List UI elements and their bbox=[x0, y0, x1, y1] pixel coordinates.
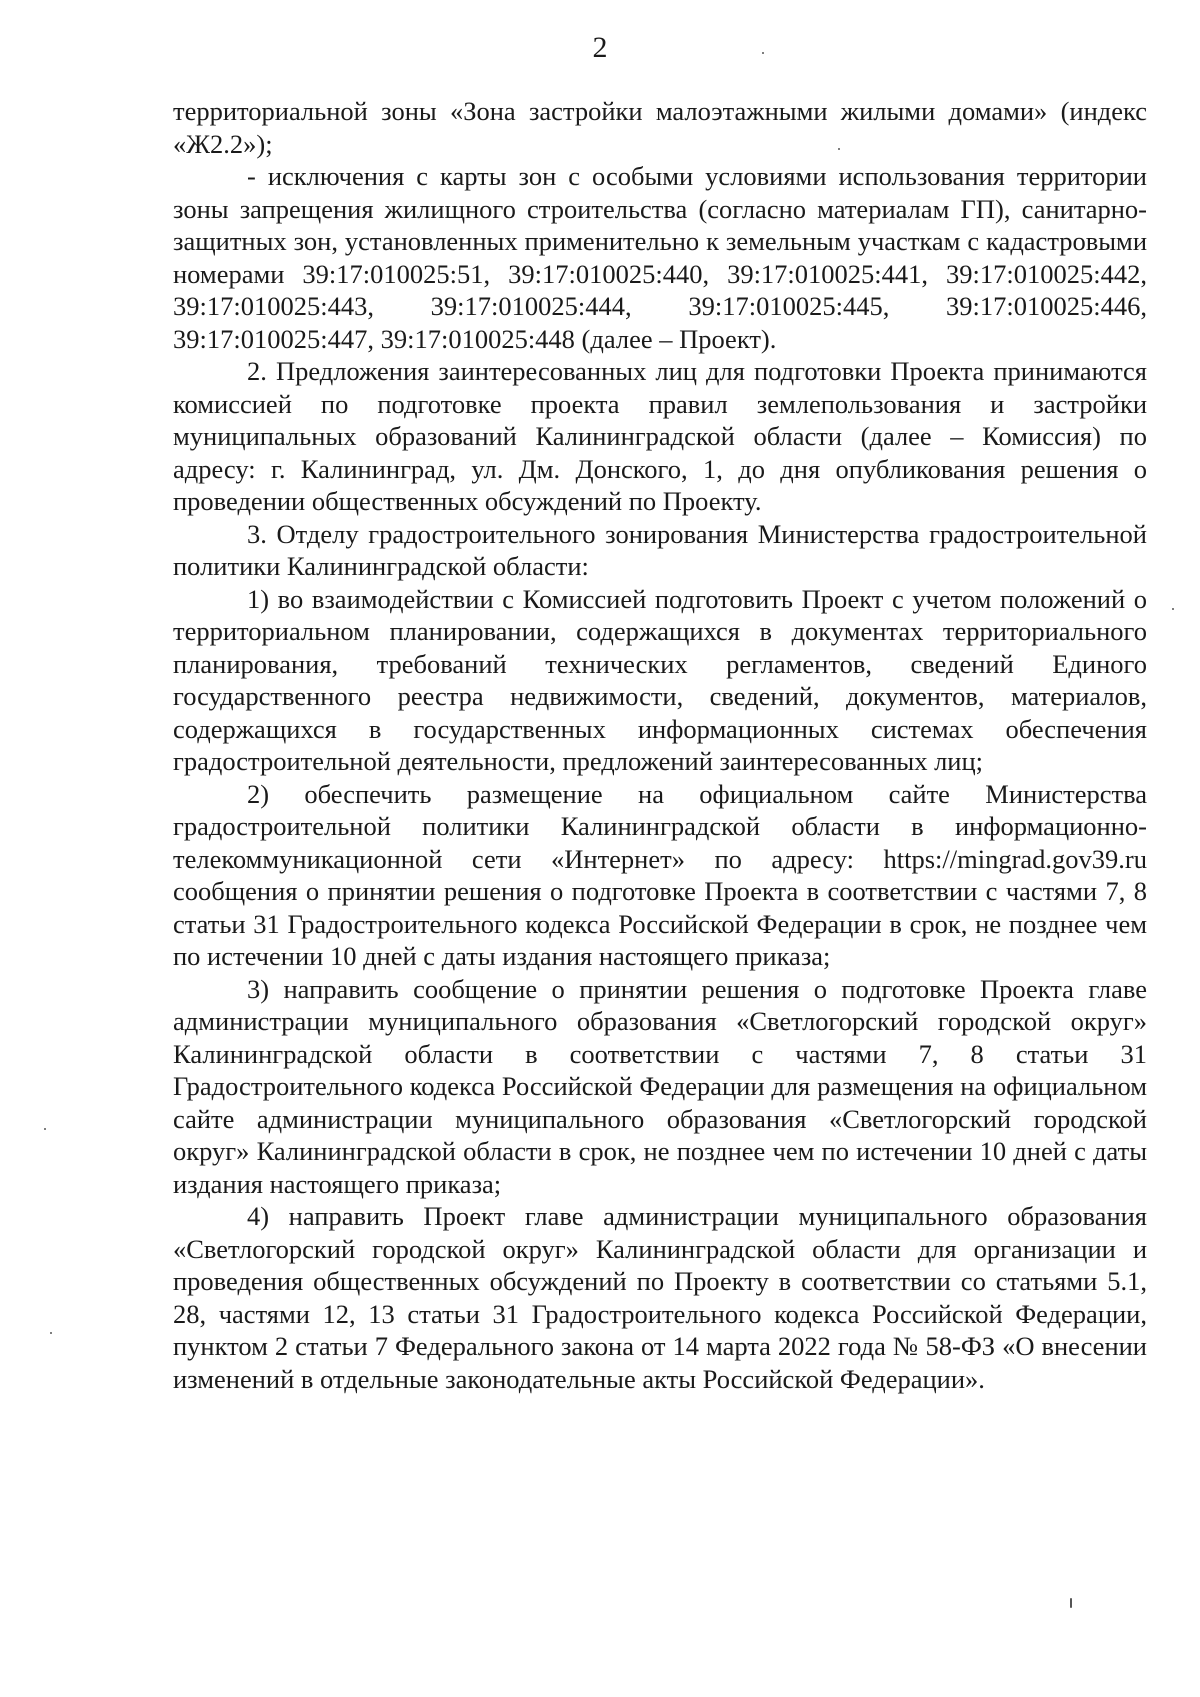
scan-speck bbox=[1070, 1598, 1072, 1608]
scan-speck bbox=[838, 148, 840, 150]
paragraph-subitem-2: 2) обеспечить размещение на официальном сайте Министерства градостроительной политики Калининградской области в информационно-телекоммуникационной сети «Интернет» по адресу: https://mingrad.gov39.ru сообщения о принятии решения о подготовке Проекта в соответствии с частями 7, 8 статьи 31 Градостроительного кодекса Российской Федерации в срок, не позднее чем по истечении 10 дней с даты издания настоящего приказа; bbox=[173, 778, 1147, 971]
paragraph-subitem-4: 4) направить Проект главе администрации муниципального образования «Светлогорский городской округ» Калининградской области для организации и проведения общественных обсуждений по Проекту в соответствии со статьями 5.1, 28, частями 12, 13 статьи 31 Градостроительного кодекса Российской Федерации, пунктом 2 статьи 7 Федерального закона от 14 марта 2022 года № 58-ФЗ «О внесении изменений в отдельные законодательные акты Российской Федерации». bbox=[173, 1201, 1147, 1394]
paragraph-subitem-3: 3) направить сообщение о принятии решения о подготовке Проекта главе администрации муниципального образования «Светлогорский городской округ» Калининградской области в соответствии с частями 7, 8 статьи 31 Градостроительного кодекса Российской Федерации для размещения на официальном сайте администрации муниципального образования «Светлогорский городской округ» Калининградской области в срок, не позднее чем по истечении 10 дней с даты издания настоящего приказа; bbox=[173, 973, 1147, 1199]
document-body bbox=[173, 95, 1147, 1395]
scan-speck bbox=[762, 52, 764, 54]
paragraph-item-3-department: 3. Отделу градостроительного зонирования Министерства градостроительной политики Калининградской области: bbox=[173, 518, 1147, 581]
paragraph-item-2-proposals: 2. Предложения заинтересованных лиц для подготовки Проекта принимаются комиссией по подготовке проекта правил землепользования и застройки муниципальных образований Калининградской области (далее – Комиссия) по адресу: г. Калининград, ул. Дм. Донского, 1, до дня опубликования решения о проведении общественных обсуждений по Проекту. bbox=[173, 356, 1147, 516]
page-number: 2 bbox=[592, 31, 608, 64]
scan-speck bbox=[1172, 608, 1174, 610]
scan-speck bbox=[50, 1332, 52, 1334]
paragraph-zone-continuation: территориальной зоны «Зона застройки малоэтажными жилыми домами» (индекс «Ж2.2»); bbox=[173, 96, 1147, 159]
paragraph-exclusion-zones: - исключения с карты зон с особыми условиями использования территории зоны запрещения жилищного строительства (согласно материалам ГП), санитарно-защитных зон, установленных применительно к земельным участкам с кадастровыми номерами 39:17:010025:51, 39:17:010025:440, 39:17:010025:441, 39:17:010025:442, 39:17:010025:443, 39:17:010025:444, 39:17:010025:445, 39:17:010025:446, 39:17:010025:447, 39:17:010025:448 (далее – Проект). bbox=[173, 161, 1147, 354]
paragraph-subitem-1: 1) во взаимодействии с Комиссией подготовить Проект с учетом положений о территориальном планировании, содержащихся в документах территориального планирования, требований технических регламентов, сведений Единого государственного реестра недвижимости, сведений, документов, материалов, содержащихся в государственных информационных системах обеспечения градостроительной деятельности, предложений заинтересованных лиц; bbox=[173, 583, 1147, 776]
scan-speck bbox=[44, 1128, 46, 1130]
